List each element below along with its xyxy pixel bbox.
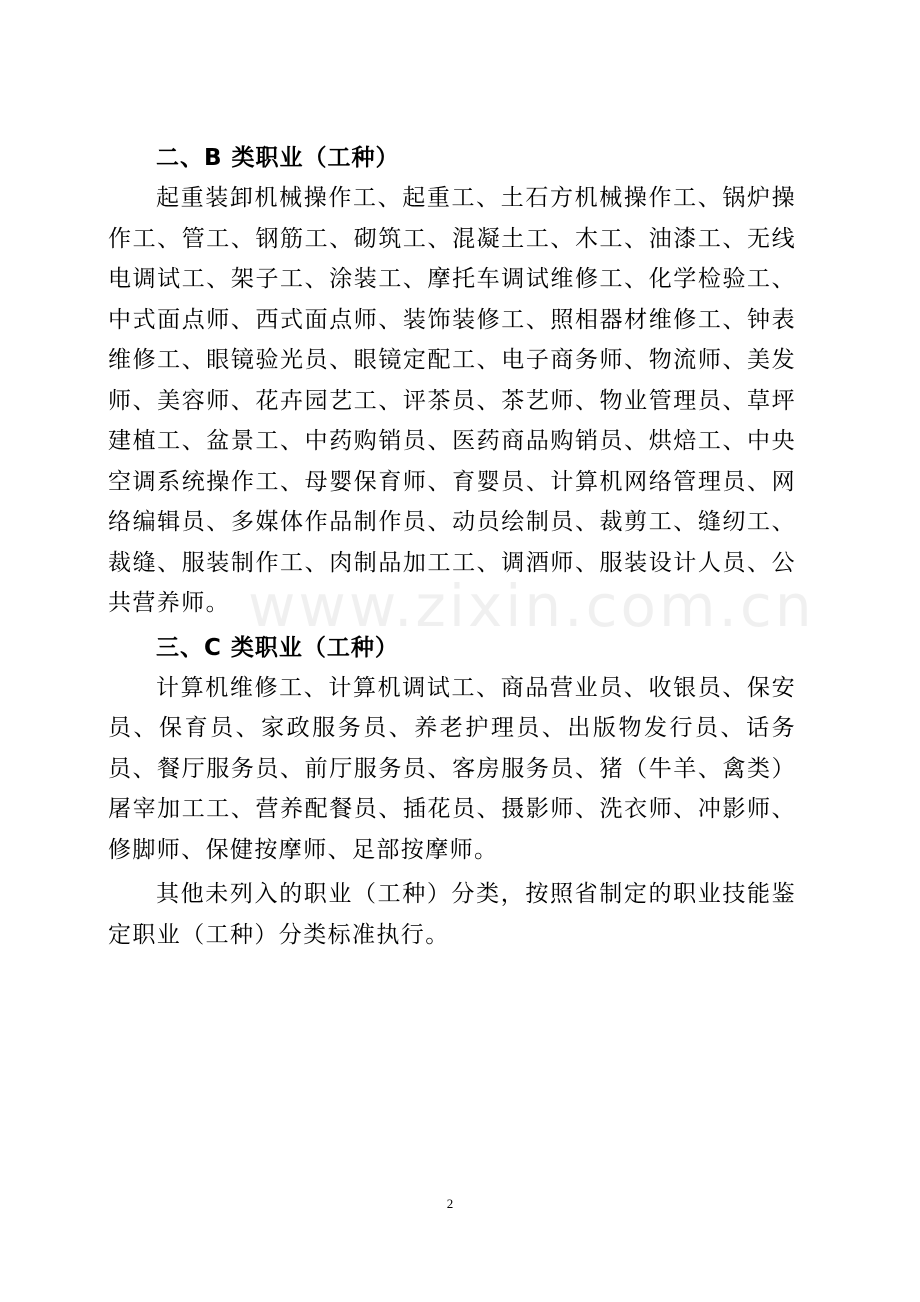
section-c-paragraph: 计算机维修工、计算机调试工、商品营业员、收银员、保安员、保育员、家政服务员、养老护理员、出版物发行员、话务员、餐厅服务员、前厅服务员、客房服务员、猪（牛羊、禽类）屠宰加工工、营养配餐员、插花员、摄影师、洗衣师、冲影师、修脚师、保健按摩师、足部按摩师。 <box>108 674 796 863</box>
watermark-text: www.zixin.com.cn <box>248 572 815 640</box>
document-body <box>108 138 796 955</box>
section-b-heading: 二、B 类职业（工种） <box>156 145 400 171</box>
page-number: 2 <box>446 1196 454 1211</box>
section-b-paragraph: 起重装卸机械操作工、起重工、土石方机械操作工、锅炉操作工、管工、钢筋工、砌筑工、混凝土工、木工、油漆工、无线电调试工、架子工、涂装工、摩托车调试维修工、化学检验工、中式面点师、西式面点师、装饰装修工、照相器材维修工、钟表维修工、眼镜验光员、眼镜定配工、电子商务师、物流师、美发师、美容师、花卉园艺工、评茶员、茶艺师、物业管理员、草坪建植工、盆景工、中药购销员、医药商品购销员、烘焙工、中央空调系统操作工、母婴保育师、育婴员、计算机网络管理员、网络编辑员、多媒体作品制作员、动员绘制员、裁剪工、缝纫工、裁缝、服装制作工、肉制品加工工、调酒师、服装设计人员、公共营养师。 <box>108 185 796 616</box>
section-c-heading: 三、C 类职业（工种） <box>156 634 399 661</box>
closing-paragraph: 其他未列入的职业（工种）分类，按照省制定的职业技能鉴定职业（工种）分类标准执行。 <box>108 881 796 948</box>
